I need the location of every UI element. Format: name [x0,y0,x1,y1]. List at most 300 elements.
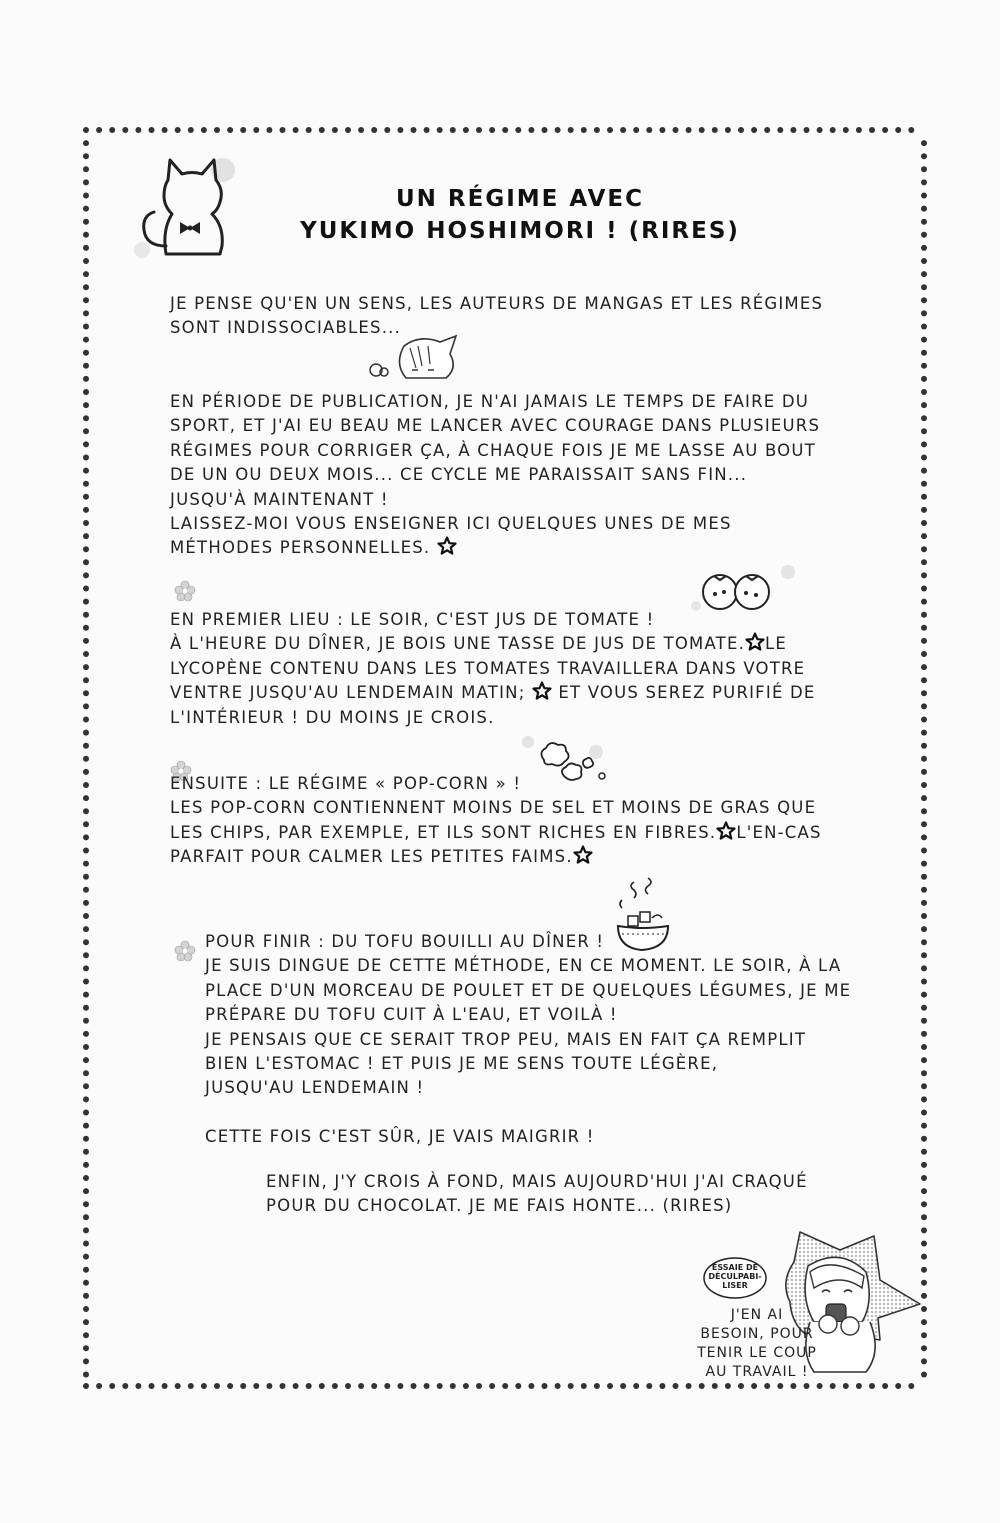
frame-dot [921,297,927,303]
frame-dot [673,127,679,133]
frame-dot [96,1383,102,1389]
frame-dot [306,127,312,133]
frame-dot [502,127,508,133]
frame-dot [411,127,417,133]
text-line: JUSQU'AU LENDEMAIN ! [205,1078,425,1098]
frame-dot [122,1383,128,1389]
frame-dot [83,1083,89,1089]
frame-dot [83,1096,89,1102]
frame-dot [764,1383,770,1389]
frame-dot [633,127,639,133]
frame-dot [83,1123,89,1129]
frame-dot [528,1383,534,1389]
text-line: ENFIN, J'Y CROIS À FOND, MAIS AUJOURD'HUI J'AI CRAQUÉ [266,1172,808,1191]
frame-dot [921,572,927,578]
page-title-line-2: YUKIMO HOSHIMORI ! (RIRES) [300,218,740,244]
frame-dot [921,153,927,159]
frame-dot [83,1018,89,1024]
frame-dot [738,127,744,133]
text-line: SPORT, ET J'AI EU BEAU ME LANCER AVEC COURAGE DANS PLUSIEURS [170,416,821,436]
frame-dot [607,127,613,133]
frame-dot [83,651,89,657]
frame-dot [83,1214,89,1220]
frame-dot [83,1188,89,1194]
frame-dot [135,127,141,133]
frame-dot [122,127,128,133]
frame-dot [424,127,430,133]
frame-dot [921,533,927,539]
frame-dot [489,1383,495,1389]
frame-dot [921,599,927,605]
frame-dot [450,1383,456,1389]
frame-dot [777,1383,783,1389]
frame-dot [489,127,495,133]
frame-dot [83,1136,89,1142]
text-line: LYCOPÈNE CONTENU DANS LES TOMATES TRAVAILLERA DANS VOTRE [170,658,806,678]
frame-dot [83,389,89,395]
frame-dot [921,769,927,775]
flower-icon [174,580,196,602]
frame-dot [83,179,89,185]
frame-dot [83,297,89,303]
frame-dot [83,848,89,854]
frame-dot [568,1383,574,1389]
frame-dot [921,1096,927,1102]
text-line: ENSUITE : LE RÉGIME « POP-CORN » ! [170,774,522,793]
frame-dot [83,586,89,592]
frame-dot [921,363,927,369]
frame-dot [266,127,272,133]
frame-dot [332,127,338,133]
frame-dot [83,664,89,670]
frame-dot [109,1383,115,1389]
frame-dot [83,284,89,290]
frame-dot [712,127,718,133]
frame-dot [921,717,927,723]
frame-dot [83,428,89,434]
frame-dot [921,651,927,657]
frame-dot [921,1057,927,1063]
frame-dot [83,1241,89,1247]
frame-dot [83,232,89,238]
frame-dot [921,638,927,644]
frame-dot [882,127,888,133]
frame-dot [83,690,89,696]
frame-dot [83,1044,89,1050]
frame-dot [83,1005,89,1011]
frame-dot [162,127,168,133]
frame-dot [921,992,927,998]
frame-dot [764,127,770,133]
frame-dot [83,507,89,513]
intro-paragraph [170,292,823,341]
frame-dot [83,808,89,814]
frame-dot [175,1383,181,1389]
frame-dot [83,559,89,565]
frame-dot [921,1018,927,1024]
frame-dot [686,127,692,133]
text-line: POUR DU CHOCOLAT. JE ME FAIS HONTE... (RIRES) [266,1196,733,1216]
frame-dot [83,965,89,971]
frame-dot [83,455,89,461]
frame-dot [83,1175,89,1181]
frame-dot [581,1383,587,1389]
text-line: PLACE D'UN MORCEAU DE POULET ET DE QUELQUES LÉGUMES, JE ME [205,980,852,1000]
frame-dot [437,1383,443,1389]
frame-dot [830,1383,836,1389]
frame-dot [908,127,914,133]
frame-dot [227,127,233,133]
frame-dot [751,127,757,133]
star-icon [532,681,552,701]
frame-dot [921,756,927,762]
frame-dot [83,1358,89,1364]
frame-dot [921,468,927,474]
frame-dot [921,821,927,827]
frame-dot [83,1070,89,1076]
frame-dot [921,481,927,487]
frame-dot [790,1383,796,1389]
frame-dot [921,848,927,854]
frame-dot [83,441,89,447]
frame-dot [83,782,89,788]
text-line: BIEN L'ESTOMAC ! ET PUIS JE ME SENS TOUTE LÉGÈRE, [205,1053,719,1073]
frame-dot [921,1175,927,1181]
text-line: JE PENSAIS QUE CE SERAIT TROP PEU, MAIS EN FAIT ÇA REMPLIT [205,1029,807,1049]
frame-dot [921,179,927,185]
frame-dot [921,861,927,867]
frame-dot [83,743,89,749]
conclusion-line: CETTE FOIS C'EST SÛR, JE VAIS MAIGRIR ! [205,1127,595,1146]
frame-dot [83,717,89,723]
frame-dot [921,324,927,330]
frame-dot [476,1383,482,1389]
frame-dot [371,127,377,133]
text-line: L'INTÉRIEUR ! DU MOINS JE CROIS. [170,707,495,727]
frame-dot [659,1383,665,1389]
frame-dot [306,1383,312,1389]
frame-dot [921,1031,927,1037]
frame-dot [921,1110,927,1116]
frame-dot [280,127,286,133]
frame-dot [882,1383,888,1389]
frame-dot [214,127,220,133]
star-icon [745,632,765,652]
frame-dot [83,1280,89,1286]
text-line: RÉGIMES POUR CORRIGER ÇA, À CHAQUE FOIS JE ME LASSE AU BOUT [170,440,816,460]
frame-dot [921,232,927,238]
frame-dot [83,1057,89,1063]
frame-dot [921,546,927,552]
frame-dot [83,677,89,683]
publication-paragraph [170,390,820,561]
frame-dot [502,1383,508,1389]
frame-dot [921,166,927,172]
frame-dot [738,1383,744,1389]
frame-dot [673,1383,679,1389]
frame-dot [83,258,89,264]
text-line: SONT INDISSOCIABLES... [170,318,402,338]
frame-dot [843,1383,849,1389]
frame-dot [921,808,927,814]
frame-dot [921,979,927,985]
frame-dot [83,1254,89,1260]
frame-dot [201,127,207,133]
text-line: DE UN OU DEUX MOIS... CE CYCLE ME PARAISSAIT SANS FIN... [170,465,748,485]
frame-dot [83,834,89,840]
frame-dot [240,1383,246,1389]
frame-dot [83,520,89,526]
frame-dot [83,900,89,906]
frame-dot [411,1383,417,1389]
frame-dot [817,1383,823,1389]
tomato-icon [688,562,798,614]
frame-dot [358,127,364,133]
frame-dot [921,743,927,749]
frame-dot [201,1383,207,1389]
frame-dot [83,874,89,880]
frame-dot [804,1383,810,1389]
popcorn-paragraph [170,772,822,870]
frame-dot [83,494,89,500]
star-icon [716,821,736,841]
frame-dot [921,913,927,919]
frame-dot [921,494,927,500]
frame-dot [83,363,89,369]
frame-dot [921,455,927,461]
frame-dot [921,140,927,146]
text-line: MÉTHODES PERSONNELLES. [170,536,820,560]
frame-dot [921,271,927,277]
tomato-paragraph [170,608,816,730]
frame-dot [908,1383,914,1389]
text-line: À L'HEURE DU DÎNER, JE BOIS UNE TASSE DE JUS DE TOMATE. LE [170,634,788,654]
frame-dot [476,127,482,133]
frame-dot [83,533,89,539]
frame-dot [843,127,849,133]
tofu-paragraph [205,930,851,1101]
frame-dot [83,1319,89,1325]
frame-dot [149,1383,155,1389]
frame-dot [921,520,927,526]
frame-dot [437,127,443,133]
frame-dot [83,638,89,644]
frame-dot [921,559,927,565]
frame-dot [921,1044,927,1050]
frame-dot [83,1293,89,1299]
frame-dot [83,1149,89,1155]
frame-dot [895,1383,901,1389]
frame-dot [319,127,325,133]
frame-dot [293,1383,299,1389]
frame-dot [921,586,927,592]
frame-dot [921,389,927,395]
frame-dot [83,1306,89,1312]
frame-dot [83,1201,89,1207]
frame-dot [921,939,927,945]
frame-dot [515,127,521,133]
frame-dot [790,127,796,133]
frame-dot [620,127,626,133]
frame-dot [594,127,600,133]
text-line: LES POP-CORN CONTIENNENT MOINS DE SEL ET MOINS DE GRAS QUE [170,798,817,818]
frame-dot [804,127,810,133]
frame-dot [921,337,927,343]
frame-dot [921,1162,927,1168]
frame-dot [921,258,927,264]
frame-dot [725,1383,731,1389]
frame-dot [83,939,89,945]
frame-dot [921,782,927,788]
frame-dot [450,127,456,133]
text-line: JE SUIS DINGUE DE CETTE MÉTHODE, EN CE MOMENT. LE SOIR, À LA [205,956,842,976]
frame-dot [345,127,351,133]
frame-dot [83,153,89,159]
frame-dot [921,1149,927,1155]
frame-dot [83,887,89,893]
frame-dot [921,507,927,513]
frame-dot [83,166,89,172]
frame-dot [83,402,89,408]
frame-dot [777,127,783,133]
text-line: EN PÉRIODE DE PUBLICATION, JE N'AI JAMAIS LE TEMPS DE FAIRE DU [170,392,810,411]
frame-dot [921,310,927,316]
page-title-line-1: UN RÉGIME AVEC [395,186,645,212]
frame-dot [345,1383,351,1389]
frame-dot [921,887,927,893]
frame-dot [83,979,89,985]
frame-dot [633,1383,639,1389]
frame-dot [921,1070,927,1076]
frame-dot [921,1123,927,1129]
frame-dot [83,599,89,605]
frame-dot [83,756,89,762]
frame-dot [83,730,89,736]
frame-dot [175,127,181,133]
frame-dot [620,1383,626,1389]
frame-dot [188,127,194,133]
frame-dot [293,127,299,133]
frame-dot [817,127,823,133]
frame-dot [83,193,89,199]
text-line: EN PREMIER LIEU : LE SOIR, C'EST JUS DE TOMATE ! [170,610,655,629]
text-line: PRÉPARE DU TOFU CUIT À L'EAU, ET VOILÀ ! [205,1005,618,1025]
frame-dot [659,127,665,133]
frame-dot [384,1383,390,1389]
frame-dot [856,127,862,133]
frame-dot [725,127,731,133]
frame-dot [109,127,115,133]
frame-dot [83,821,89,827]
frame-dot [921,664,927,670]
frame-dot [253,127,259,133]
frame-dot [751,1383,757,1389]
cat-icon [128,150,238,265]
frame-dot [869,1383,875,1389]
frame-dot [921,952,927,958]
frame-dot [83,769,89,775]
text-line: POUR FINIR : DU TOFU BOUILLI AU DÎNER ! [205,932,605,951]
frame-dot [921,1083,927,1089]
frame-dot [921,415,927,421]
frame-dot [921,284,927,290]
afterword-paragraph [266,1170,808,1219]
frame-dot [162,1383,168,1389]
frame-dot [83,127,89,133]
text-line: JE PENSE QU'EN UN SENS, LES AUTEURS DE MANGAS ET LES RÉGIMES [170,294,824,313]
frame-dot [921,730,927,736]
frame-dot [921,965,927,971]
frame-dot [135,1383,141,1389]
frame-dot [83,468,89,474]
frame-dot [921,795,927,801]
frame-dot [83,206,89,212]
frame-dot [227,1383,233,1389]
frame-dot [921,193,927,199]
frame-dot [83,1162,89,1168]
frame-dot [607,1383,613,1389]
bubble-text: ESSAIE DE DÉCULPABI- LISER [708,1263,762,1290]
frame-dot [83,546,89,552]
frame-dot [542,127,548,133]
frame-dot [921,677,927,683]
frame-dot [921,1005,927,1011]
frame-dot [921,219,927,225]
frame-dot [555,1383,561,1389]
frame-dot [463,1383,469,1389]
star-icon [437,536,457,556]
frame-dot [83,271,89,277]
frame-dot [921,1188,927,1194]
frame-dot [921,402,927,408]
frame-dot [83,140,89,146]
frame-dot [921,625,927,631]
frame-dot [358,1383,364,1389]
frame-dot [921,206,927,212]
frame-dot [83,310,89,316]
frame-dot [83,324,89,330]
frame-dot [555,127,561,133]
side-note: J'EN AI BESOIN, POUR TENIR LE COUP AU TRAVAIL ! [697,1307,817,1380]
frame-dot [83,1372,89,1378]
frame-dot [83,992,89,998]
frame-dot [515,1383,521,1389]
frame-dot [83,795,89,801]
frame-dot [83,1345,89,1351]
frame-dot [83,1332,89,1338]
frame-dot [266,1383,272,1389]
frame-dot [188,1383,194,1389]
frame-dot [921,1136,927,1142]
frame-dot [384,127,390,133]
frame-dot [542,1383,548,1389]
frame-dot [921,690,927,696]
frame-dot [856,1383,862,1389]
chibi-face-icon [360,334,470,384]
frame-dot [83,1267,89,1273]
frame-dot [921,441,927,447]
frame-dot [83,337,89,343]
frame-dot [83,612,89,618]
frame-dot [895,127,901,133]
frame-dot [83,219,89,225]
frame-dot [921,350,927,356]
frame-dot [397,1383,403,1389]
text-line: JUSQU'À MAINTENANT ! [170,489,389,509]
star-icon [573,845,593,865]
frame-dot [921,703,927,709]
frame-dot [253,1383,259,1389]
